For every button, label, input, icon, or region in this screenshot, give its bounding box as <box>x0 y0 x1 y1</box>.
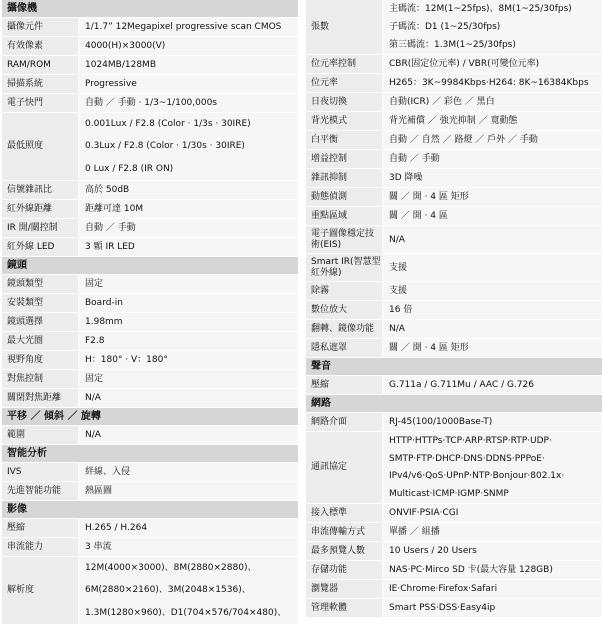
spec-value-line: 支援 <box>389 286 408 296</box>
spec-value-line: 支援 <box>389 262 408 273</box>
spec-value <box>78 332 298 350</box>
spec-label: 位元率控制 <box>306 55 382 73</box>
spec-label: 除霧 <box>306 282 382 300</box>
spec-value-line: 背光補償 ／ 強光抑制 ／ 寬動態 <box>389 116 518 126</box>
spec-label: 背光模式 <box>306 112 382 130</box>
spec-value <box>382 504 602 522</box>
spec-value-line: Smart PSS·DSS·Easy4ip <box>389 603 496 613</box>
spec-row <box>306 580 602 599</box>
spec-value-line: CBR(固定位元率) / VBR(可變位元率) <box>389 59 540 69</box>
spec-row <box>306 282 602 301</box>
spec-value <box>382 150 602 168</box>
spec-label: 重點區域 <box>306 207 382 225</box>
spec-row <box>306 150 602 169</box>
spec-value <box>78 238 298 256</box>
spec-value-line: ONVIF·PSIA·CGI <box>389 508 459 518</box>
spec-row <box>306 376 602 395</box>
spec-row <box>306 169 602 188</box>
spec-row <box>2 332 298 351</box>
spec-value-line: N/A <box>85 393 101 403</box>
spec-value <box>382 282 602 300</box>
spec-value-line: 絆線、入侵 <box>85 467 131 477</box>
spec-row <box>2 294 298 313</box>
spec-row <box>306 432 602 504</box>
spec-row <box>306 523 602 542</box>
spec-value-line: 單播 ／ 組播 <box>389 527 440 537</box>
spec-value <box>78 351 298 369</box>
spec-row <box>2 56 298 75</box>
spec-row <box>2 275 298 294</box>
spec-value <box>78 389 298 407</box>
spec-label: 安裝類型 <box>2 294 78 312</box>
spec-value <box>382 561 602 579</box>
spec-row <box>2 113 298 181</box>
spec-label: 串流能力 <box>2 538 78 556</box>
spec-row <box>2 389 298 408</box>
spec-value <box>78 463 298 481</box>
spec-value-line: 10 Users / 20 Users <box>389 546 477 556</box>
spec-label: 動態偵測 <box>306 188 382 206</box>
spec-row <box>306 413 602 432</box>
spec-value-line: 固定 <box>85 374 104 384</box>
spec-row <box>306 339 602 358</box>
spec-value-line: Multicast·ICMP·IGMP·SNMP <box>389 489 509 500</box>
spec-value <box>382 599 602 617</box>
spec-row <box>306 301 602 320</box>
spec-row <box>2 463 298 482</box>
spec-label: RAM/ROM <box>2 56 78 74</box>
spec-label: 壓縮 <box>306 376 382 394</box>
spec-value-line: NAS·PC·Mirco SD 卡(最大容量 128GB) <box>389 565 553 575</box>
spec-value-line: 關 ／ 開 · 4 區 矩形 <box>389 192 469 202</box>
spec-label: 解析度 <box>2 557 78 624</box>
spec-value <box>78 18 298 36</box>
spec-label: 張數 <box>306 0 382 54</box>
spec-value-line: F2.8 <box>85 336 105 346</box>
spec-label: 白平衡 <box>306 131 382 149</box>
section-header: 攝像機 <box>2 0 298 18</box>
spec-value-line: 自動(ICR) ／ 彩色 ／ 黑白 <box>389 97 495 107</box>
spec-value <box>382 226 602 253</box>
spec-row <box>306 320 602 339</box>
spec-value-line: 0 Lux / F2.8 (IR ON) <box>85 163 174 174</box>
spec-label: Smart IR(智慧型紅外線) <box>306 254 382 281</box>
spec-label: 範圍 <box>2 426 78 444</box>
spec-value-line: 1/1.7” 12Megapixel progressive scan CMOS <box>85 22 282 32</box>
section-header: 網路 <box>306 395 602 413</box>
spec-value-line: 12M(4000×3000)、8M(2880×2880)、 <box>85 563 257 574</box>
spec-table-left <box>2 0 298 618</box>
spec-value <box>78 370 298 388</box>
section-header: 聲音 <box>306 358 602 376</box>
spec-label: 鏡頭類型 <box>2 275 78 293</box>
spec-value <box>78 519 298 537</box>
spec-label: 電子圖像穩定技術(EIS) <box>306 226 382 253</box>
spec-value <box>382 112 602 130</box>
spec-row <box>306 561 602 580</box>
spec-value-line: 子碼流：D1 (1~25/30fps) <box>389 22 501 32</box>
spec-value-line: N/A <box>85 430 101 440</box>
spec-value <box>78 37 298 55</box>
spec-row <box>306 0 602 55</box>
spec-value <box>382 131 602 149</box>
spec-row <box>2 94 298 113</box>
spec-value-line: RJ-45(100/1000Base-T) <box>389 417 493 427</box>
spec-value <box>78 538 298 556</box>
spec-label: 串流傳輸方式 <box>306 523 382 541</box>
spec-row <box>2 313 298 332</box>
spec-row <box>2 75 298 94</box>
spec-label: 對焦控制 <box>2 370 78 388</box>
spec-label: 存儲功能 <box>306 561 382 579</box>
spec-label: 攝像元件 <box>2 18 78 36</box>
spec-value-line: 3 串流 <box>85 542 112 552</box>
spec-value-line: 1.98mm <box>85 317 123 327</box>
section-header: 影像 <box>2 501 298 519</box>
spec-row <box>306 74 602 93</box>
spec-value <box>78 94 298 112</box>
spec-row <box>2 538 298 557</box>
spec-row <box>306 93 602 112</box>
section-header: 智能分析 <box>2 445 298 463</box>
spec-value <box>382 207 602 225</box>
spec-row <box>306 55 602 74</box>
spec-label: 雜訊抑制 <box>306 169 382 187</box>
spec-value-line: N/A <box>389 324 405 334</box>
spec-value-line: 4000(H)×3000(V) <box>85 41 166 51</box>
spec-row <box>306 112 602 131</box>
spec-label: 最低照度 <box>2 113 78 180</box>
spec-value <box>382 413 602 431</box>
spec-value <box>382 580 602 598</box>
spec-label: IR 開/關控制 <box>2 219 78 237</box>
spec-value <box>78 275 298 293</box>
spec-table-right <box>306 0 602 613</box>
spec-value-line: 自動 ／ 手動 <box>389 154 440 164</box>
spec-row <box>2 482 298 501</box>
spec-row <box>306 226 602 254</box>
spec-value-line: Board-in <box>85 298 123 308</box>
spec-row <box>2 200 298 219</box>
spec-value-line: H.265 / H.264 <box>85 523 148 533</box>
spec-value <box>78 75 298 93</box>
spec-row <box>2 18 298 37</box>
spec-value-line: 16 倍 <box>389 305 413 315</box>
spec-value <box>382 169 602 187</box>
spec-value-line: 主碼流：12M(1~25fps)、8M(1~25/30fps) <box>389 4 572 14</box>
section-header: 平移 ／ 傾斜 ／ 旋轉 <box>2 408 298 426</box>
spec-value-line: 自動 ／ 手動 · 1/3~1/100,000s <box>85 98 217 108</box>
spec-value <box>382 542 602 560</box>
spec-row <box>2 37 298 56</box>
spec-value <box>382 74 602 92</box>
spec-value-line: H：180° · V：180° <box>85 355 168 365</box>
spec-value <box>382 55 602 73</box>
spec-label: 關閉對焦距離 <box>2 389 78 407</box>
spec-value-line: Progressive <box>85 79 137 89</box>
spec-label: 紅外線距離 <box>2 200 78 218</box>
spec-value <box>78 426 298 444</box>
spec-label: 掃描系統 <box>2 75 78 93</box>
spec-row <box>306 504 602 523</box>
spec-value-line: G.711a / G.711Mu / AAC / G.726 <box>389 380 534 390</box>
spec-row <box>2 370 298 389</box>
spec-row <box>2 219 298 238</box>
spec-row <box>2 426 298 445</box>
spec-value-line: 關 ／ 開 · 4 區 <box>389 211 448 221</box>
spec-value <box>78 219 298 237</box>
spec-value-line: 第三碼流：1.3M(1~25/30fps) <box>389 40 516 50</box>
spec-value <box>78 200 298 218</box>
spec-label: 有效像素 <box>2 37 78 55</box>
spec-value <box>78 557 298 624</box>
spec-label: 隱私遮罩 <box>306 339 382 357</box>
spec-label: IVS <box>2 463 78 481</box>
spec-row <box>2 351 298 370</box>
spec-value <box>78 181 298 199</box>
spec-value <box>382 93 602 111</box>
spec-value <box>382 339 602 357</box>
spec-label: 翻轉、鏡像功能 <box>306 320 382 338</box>
spec-label: 日夜切換 <box>306 93 382 111</box>
spec-label: 電子快門 <box>2 94 78 112</box>
spec-value-line: 關 ／ 開 · 4 區 矩形 <box>389 343 469 353</box>
spec-label: 瀏覽器 <box>306 580 382 598</box>
spec-value-line: 高於 50dB <box>85 185 130 195</box>
spec-label: 管理軟體 <box>306 599 382 617</box>
spec-row <box>2 557 298 625</box>
spec-value <box>78 313 298 331</box>
spec-row <box>306 188 602 207</box>
spec-value <box>382 523 602 541</box>
spec-value <box>382 254 602 281</box>
spec-value-line: 固定 <box>85 279 104 289</box>
spec-value-line: 自動 ／ 手動 <box>85 223 136 233</box>
spec-label: 紅外線 LED <box>2 238 78 256</box>
spec-value-line: 3D 降噪 <box>389 173 423 183</box>
spec-value <box>78 56 298 74</box>
spec-value-line: 6M(2880×2160)、3M(2048×1536)、 <box>85 585 251 596</box>
spec-label: 信號雜訊比 <box>2 181 78 199</box>
spec-value-line: 熱區圖 <box>85 486 113 496</box>
spec-label: 通訊協定 <box>306 432 382 503</box>
spec-value <box>78 482 298 500</box>
spec-value-line: 0.3Lux / F2.8 (Color · 1/30s · 30IRE) <box>85 141 245 152</box>
spec-label: 網路介面 <box>306 413 382 431</box>
spec-value <box>78 113 298 180</box>
spec-value <box>382 0 602 54</box>
spec-label: 位元率 <box>306 74 382 92</box>
spec-value-line: 距離可達 10M <box>85 204 144 214</box>
spec-row <box>2 181 298 200</box>
spec-value-line: 0.001Lux / F2.8 (Color · 1/3s · 30IRE) <box>85 119 251 130</box>
spec-row <box>306 542 602 561</box>
spec-label: 壓縮 <box>2 519 78 537</box>
spec-value-line: N/A <box>389 234 405 245</box>
spec-value-line: SMTP·FTP·DHCP·DNS·DDNS·PPPoE· <box>389 453 545 464</box>
spec-value <box>382 320 602 338</box>
spec-value-line: IE·Chrome·Firefox·Safari <box>389 584 498 594</box>
spec-label: 增益控制 <box>306 150 382 168</box>
spec-value <box>78 294 298 312</box>
spec-value-line: 1.3M(1280×960)、D1(704×576/704×480)、 <box>85 607 287 618</box>
spec-value-line: IPv4/v6·QoS·UPnP·NTP·Bonjour·802.1x· <box>389 471 565 482</box>
spec-value-line: 自動 ／ 自然 ／ 路燈 ／ 戶外 ／ 手動 <box>389 135 538 145</box>
spec-row <box>306 599 602 618</box>
spec-value <box>382 188 602 206</box>
spec-value-line: HTTP·HTTPs·TCP·ARP·RTSP·RTP·UDP· <box>389 435 552 446</box>
spec-label: 接入標準 <box>306 504 382 522</box>
spec-label: 先進智能功能 <box>2 482 78 500</box>
spec-value <box>382 432 602 503</box>
spec-value-line: H265：3K~9984Kbps·H264: 8K~16384Kbps <box>389 78 589 88</box>
spec-label: 數位放大 <box>306 301 382 319</box>
spec-row <box>2 238 298 257</box>
section-header: 鏡頭 <box>2 257 298 275</box>
spec-row <box>306 207 602 226</box>
spec-label: 鏡頭選擇 <box>2 313 78 331</box>
spec-label: 最多預覽人數 <box>306 542 382 560</box>
spec-value <box>382 376 602 394</box>
spec-value-line: 3 顆 IR LED <box>85 242 135 252</box>
spec-value-line: 1024MB/128MB <box>85 60 156 70</box>
spec-value <box>382 301 602 319</box>
spec-row <box>306 131 602 150</box>
spec-row <box>306 254 602 282</box>
spec-label: 視野角度 <box>2 351 78 369</box>
spec-label: 最大光圈 <box>2 332 78 350</box>
spec-row <box>2 519 298 538</box>
